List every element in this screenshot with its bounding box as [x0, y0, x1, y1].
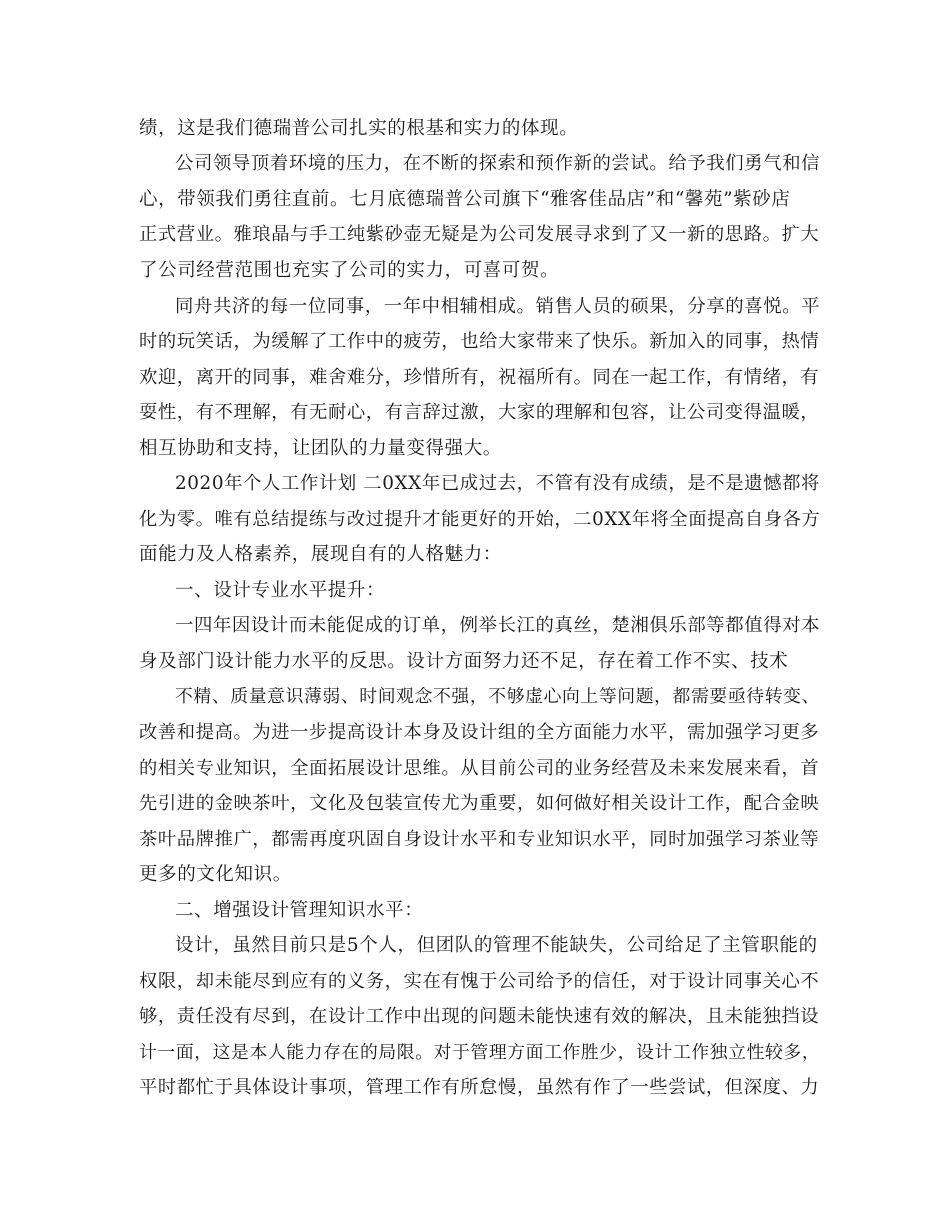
text-line: 身及部门设计能力水平的反思。设计方面努力还不足，存在着工作不实、技术	[139, 651, 789, 672]
text-line: 心，带领我们勇往直前。七月底德瑞普公司旗下“雅客佳品店”和“馨苑”紫砂店	[139, 189, 791, 210]
text-line: 耍性，有不理解，有无耐心，有言辞过激，大家的理解和包容，让公司变得温暖，	[139, 402, 820, 423]
text-line: 设计，虽然目前只是5个人，但团队的管理不能缺失，公司给足了主管职能的	[175, 935, 818, 956]
section-heading: 二、增强设计管理知识水平：	[175, 900, 424, 921]
text-line: 面能力及人格素养，展现自有的人格魅力：	[139, 544, 502, 565]
text-line: 不精、质量意识薄弱、时间观念不强，不够虚心向上等问题，都需要亟待转变、	[175, 686, 820, 707]
text-line: 欢迎，离开的同事，难舍难分，珍惜所有，祝福所有。同在一起工作，有情绪，有	[139, 367, 820, 388]
text-line: 茶叶品牌推广，都需再度巩固自身设计水平和专业知识水平，同时加强学习茶业等	[139, 829, 820, 850]
text-line: 同舟共济的每一位同事，一年中相辅相成。销售人员的硕果，分享的喜悦。平	[175, 296, 821, 317]
text-line: 化为零。唯有总结提练与改过提升才能更好的开始，二0XX年将全面提高自身各方	[139, 509, 821, 530]
text-line: 的相关专业知识，全面拓展设计思维。从目前公司的业务经营及未来发展来看，首	[139, 758, 820, 779]
text-line: 改善和提高。为进一步提高设计本身及设计组的全方面能力水平，需加强学习更多	[139, 722, 820, 743]
text-line: 更多的文化知识。	[139, 864, 292, 885]
text-line: 绩，这是我们德瑞普公司扎实的根基和实力的体现。	[139, 118, 579, 139]
text-line: 公司领导顶着环境的压力，在不断的探索和预作新的尝试。给予我们勇气和信	[175, 153, 821, 174]
text-line: 2020年个人工作计划 二0XX年已成过去，不管有没有成绩，是不是遗憾都将	[175, 473, 821, 494]
text-line: 了公司经营范围也充实了公司的实力，可喜可贺。	[139, 260, 560, 281]
text-line: 权限，却未能尽到应有的义务，实在有愧于公司给予的信任，对于设计同事关心不	[139, 971, 820, 992]
text-line: 平时都忙于具体设计事项，管理工作有所怠慢，虽然有作了一些尝试，但深度、力	[139, 1077, 820, 1098]
text-line: 先引进的金映茶叶，文化及包装宣传尤为重要，如何做好相关设计工作，配合金映	[139, 793, 820, 814]
text-line: 够，责任没有尽到，在设计工作中出现的问题未能快速有效的解决，且未能独挡设	[139, 1006, 820, 1027]
text-line: 正式营业。雅琅晶与手工纯紫砂壶无疑是为公司发展寻求到了又一新的思路。扩大	[139, 224, 820, 245]
text-line: 相互协助和支持，让团队的力量变得强大。	[139, 438, 502, 459]
text-line: 计一面，这是本人能力存在的局限。对于管理方面工作胜少，设计工作独立性较多，	[139, 1042, 821, 1063]
section-heading: 一、设计专业水平提升：	[175, 580, 386, 601]
text-line: 一四年因设计而未能促成的订单，例举长江的真丝，楚湘俱乐部等都值得对本	[175, 615, 821, 636]
text-line: 时的玩笑话，为缓解了工作中的疲劳，也给大家带来了快乐。新加入的同事，热情	[139, 331, 820, 352]
